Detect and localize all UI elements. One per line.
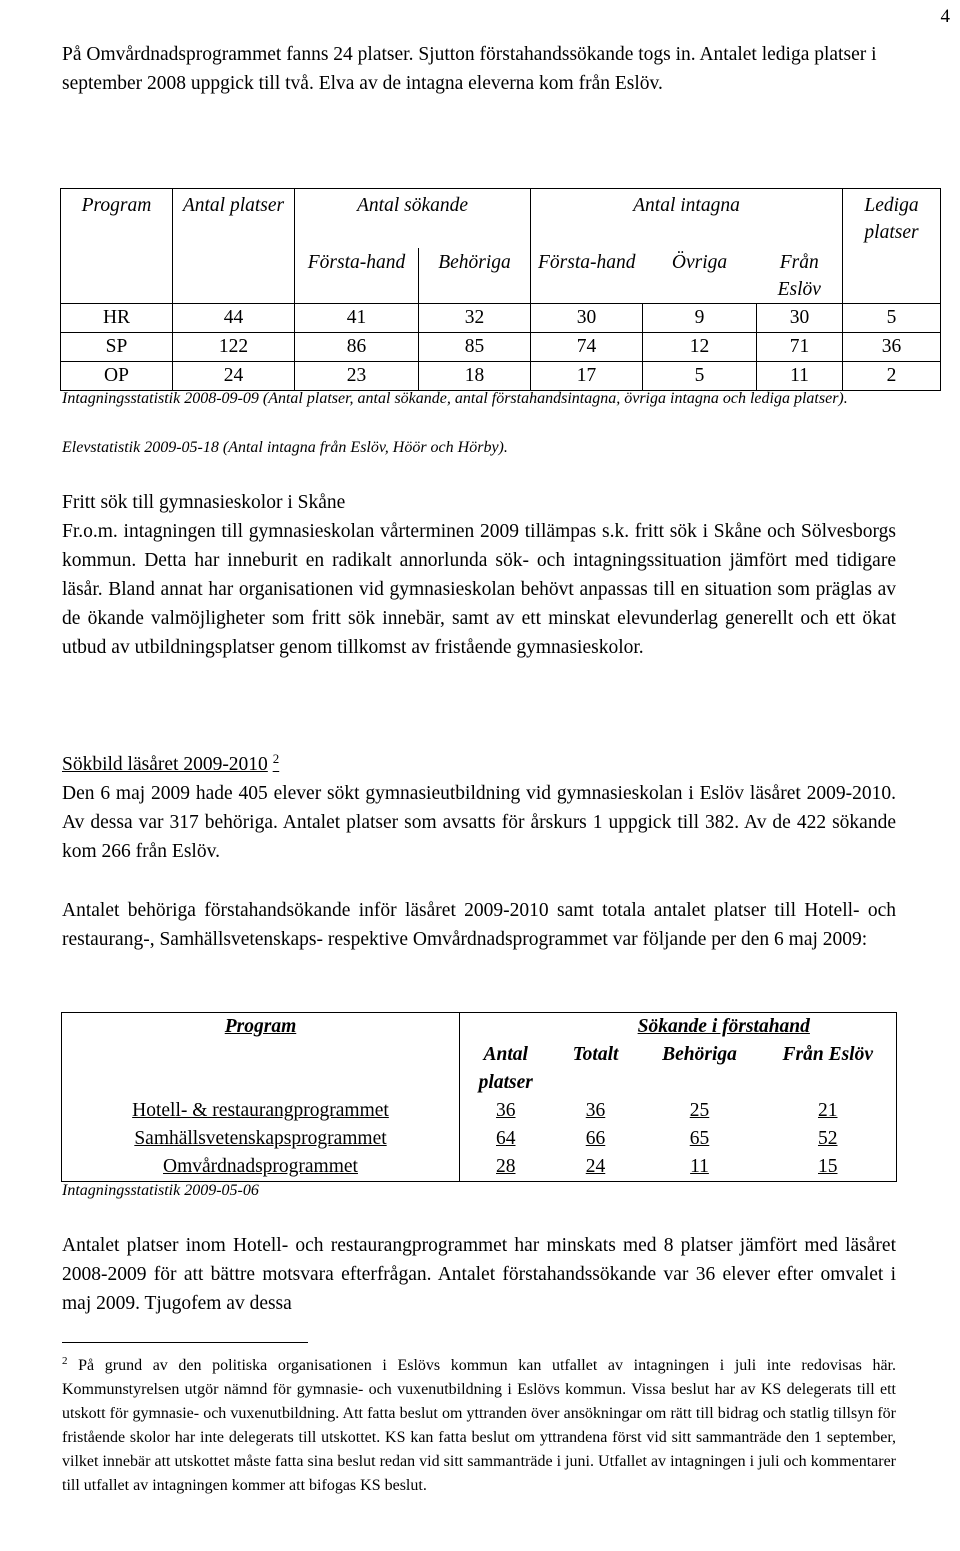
t2-cell-fran-eslov: 15: [818, 1156, 838, 1177]
t2-cell-behoriga: 11: [690, 1156, 709, 1177]
table1-caption-2: Elevstatistik 2009-05-18 (Antal intagna från Eslöv, Höör och Hörby).: [62, 439, 508, 456]
table2-caption: Intagningsstatistik 2009-05-06: [62, 1182, 259, 1199]
footnote-ref[interactable]: 2: [272, 751, 280, 766]
table-row: [62, 1153, 897, 1182]
t2-cell-totalt: 66: [585, 1128, 606, 1149]
t1-cell-sok-forstahand: 23: [295, 362, 419, 391]
section-body-fritt-sok: Fr.o.m. intagningen till gymnasieskolan vårterminen 2009 tillämpas s.k. fritt sök i Skåne och Sölvesborgs kommun. Detta har inneburit en radikalt annorlunda sök- och intagningssituation jämfört med tidigare läsår. Bland annat har organisationen vid gymnasieskolan behövt anpassas till en situation som präglas av de ökande valmöjligheter som fritt sök innebär, samt av ett minskat elevunderlag generellt och ett ökat utbud av utbildningsplatser genom tillkomst av fristående gymnasieskolor.: [62, 521, 896, 658]
t2-header-totalt: Totalt: [572, 1044, 619, 1065]
footnote-divider: [62, 1342, 308, 1343]
t2-cell-program: Samhällsvetenskapsprogrammet: [134, 1128, 387, 1149]
t1-cell-int-fran-eslov: 71: [757, 333, 843, 362]
t1-header-forstahand: Första-hand: [295, 248, 419, 304]
t1-cell-sok-forstahand: 41: [295, 304, 419, 333]
t2-cell-antal-platser: 28: [460, 1153, 552, 1182]
t2-header-program: Program: [224, 1016, 297, 1037]
t1-cell-antal-platser: 122: [173, 333, 295, 362]
section-fritt-sok: [62, 488, 896, 662]
table-row: [62, 1097, 897, 1125]
table-row: [61, 304, 941, 333]
t2-cell-antal-platser: 64: [460, 1125, 552, 1153]
t1-cell-int-forstahand: 74: [531, 333, 643, 362]
table-row: [61, 333, 941, 362]
t1-cell-lediga: 5: [843, 304, 941, 333]
footnote-number: 2: [62, 1355, 68, 1367]
t1-cell-program: OP: [61, 362, 173, 391]
page-number: 4: [940, 6, 950, 27]
t2-cell-fran-eslov: 52: [818, 1128, 838, 1149]
t1-header-program: Program: [61, 189, 173, 249]
t1-header-lediga-platser: Lediga platser: [843, 189, 941, 249]
t1-header-ovriga: Övriga: [643, 248, 757, 304]
t1-cell-int-forstahand: 17: [531, 362, 643, 391]
t2-header-behoriga: Behöriga: [662, 1044, 737, 1065]
t2-cell-totalt: 24: [585, 1156, 606, 1177]
t1-cell-lediga: 2: [843, 362, 941, 391]
section-heading-fritt-sok: Fritt sök till gymnasieskolor i Skåne: [62, 492, 346, 513]
t2-header-sokande: Sökande i förstahand: [637, 1016, 810, 1037]
t2-header-fran-eslov: Från Eslöv: [782, 1044, 873, 1065]
t1-cell-sok-behoriga: 85: [419, 333, 531, 362]
t2-cell-behoriga: 65: [689, 1128, 710, 1149]
t2-cell-program: Omvårdnadsprogrammet: [163, 1156, 358, 1177]
t1-cell-sok-behoriga: 32: [419, 304, 531, 333]
t1-cell-int-ovriga: 12: [643, 333, 757, 362]
t2-cell-totalt: 36: [585, 1100, 606, 1121]
t1-cell-program: HR: [61, 304, 173, 333]
t1-cell-program: SP: [61, 333, 173, 362]
t1-empty-cell: [843, 248, 941, 304]
table1-caption: Intagningsstatistik 2008-09-09 (Antal platser, antal sökande, antal förstahandsintagna, övriga intagna och lediga platser).: [62, 390, 848, 407]
section-body-sokbild: Den 6 maj 2009 hade 405 elever sökt gymnasieutbildning vid gymnasieskolan i Eslöv läsåret 2009-2010. Av dessa var 317 behöriga. Antalet platser som avsatts för årskurs 1 uppgick till 382. Av de 422 sökande kom 266 från Eslöv.: [62, 783, 896, 862]
table-row: [61, 362, 941, 391]
t2-cell-program: Hotell- & restaurangprogrammet: [132, 1100, 389, 1121]
t2-empty-cell: [62, 1041, 460, 1097]
t1-header-antal-intagna: Antal intagna: [531, 189, 843, 249]
t2-cell-behoriga: 25: [689, 1100, 710, 1121]
t2-cell-antal-platser: 36: [460, 1097, 552, 1125]
t1-cell-int-forstahand: 30: [531, 304, 643, 333]
t1-cell-sok-behoriga: 18: [419, 362, 531, 391]
t2-cell-fran-eslov: 21: [818, 1100, 838, 1121]
intro-paragraph: På Omvårdnadsprogrammet fanns 24 platser. Sjutton förstahandssökande togs in. Antalet lediga platser i september 2008 uppgick till två. Elva av de intagna eleverna kom från Eslöv.: [62, 44, 877, 94]
t1-cell-lediga: 36: [843, 333, 941, 362]
footnote-text: På grund av den politiska organisationen i Eslövs kommun kan utfallet av intagningen i juli inte redovisas här. Kommunstyrelsen utgör nämnd för gymnasie- och vuxenutbildning i Eslövs kommun. Vissa beslut har av KS delegerats till ett utskott för gymnasie- och vuxenutbildning. Att fatta beslut om yttranden över ansökningar om rätt till bidrag och statlig tillsyn för fristående skolor har inte delegerats till utskottet. KS kan fatta beslut om yttrandena först vid sitt sammanträde den 1 september, vilket innebär att utskottet måste fatta sina beslut redan vid sitt sammanträde i juni. Utfallet av intagningen i juli och kommentarer till utfallet av intagningen kommer att bifogas KS beslut.: [62, 1357, 897, 1494]
admission-table-2008: [60, 188, 941, 391]
t1-header-antal-platser: Antal platser: [173, 189, 295, 249]
t1-header-forstahand-intagna: Första-hand: [531, 248, 643, 304]
t1-cell-sok-forstahand: 86: [295, 333, 419, 362]
t1-cell-antal-platser: 24: [173, 362, 295, 391]
paragraph-antalet: Antalet behöriga förstahandsökande inför läsåret 2009-2010 samt totala antalet platser till Hotell- och restaurang-, Samhällsvetenskaps- respektive Omvårdnadsprogrammet var följande per den 6 maj 2009:: [62, 900, 896, 950]
footnote: [62, 1354, 896, 1498]
section-sokbild: [62, 750, 896, 866]
t2-header-antal-platser: Antal platser: [460, 1041, 552, 1097]
admission-table-2009: [61, 1012, 897, 1182]
t1-header-fran-eslov: Från Eslöv: [757, 248, 843, 304]
t1-cell-int-fran-eslov: 30: [757, 304, 843, 333]
t1-cell-antal-platser: 44: [173, 304, 295, 333]
section-heading-sokbild: [62, 750, 896, 779]
t1-cell-int-ovriga: 9: [643, 304, 757, 333]
t1-cell-int-ovriga: 5: [643, 362, 757, 391]
t1-cell-int-fran-eslov: 11: [757, 362, 843, 391]
t1-header-antal-sokande: Antal sökande: [295, 189, 531, 249]
table-row: [62, 1125, 897, 1153]
t2-empty-cell: [460, 1013, 552, 1042]
t1-empty-cell: [173, 248, 295, 304]
t1-empty-cell: [61, 248, 173, 304]
closing-paragraph: Antalet platser inom Hotell- och restaurangprogrammet har minskats med 8 platser jämfört med läsåret 2008-2009 för att bättre motsvara efterfrågan. Antalet förstahandssökande var 36 elever efter omvalet i maj 2009. Tjugofem av dessa: [62, 1235, 896, 1314]
t1-header-behoriga: Behöriga: [419, 248, 531, 304]
sokbild-heading-text: Sökbild läsåret 2009-2010: [62, 754, 268, 775]
